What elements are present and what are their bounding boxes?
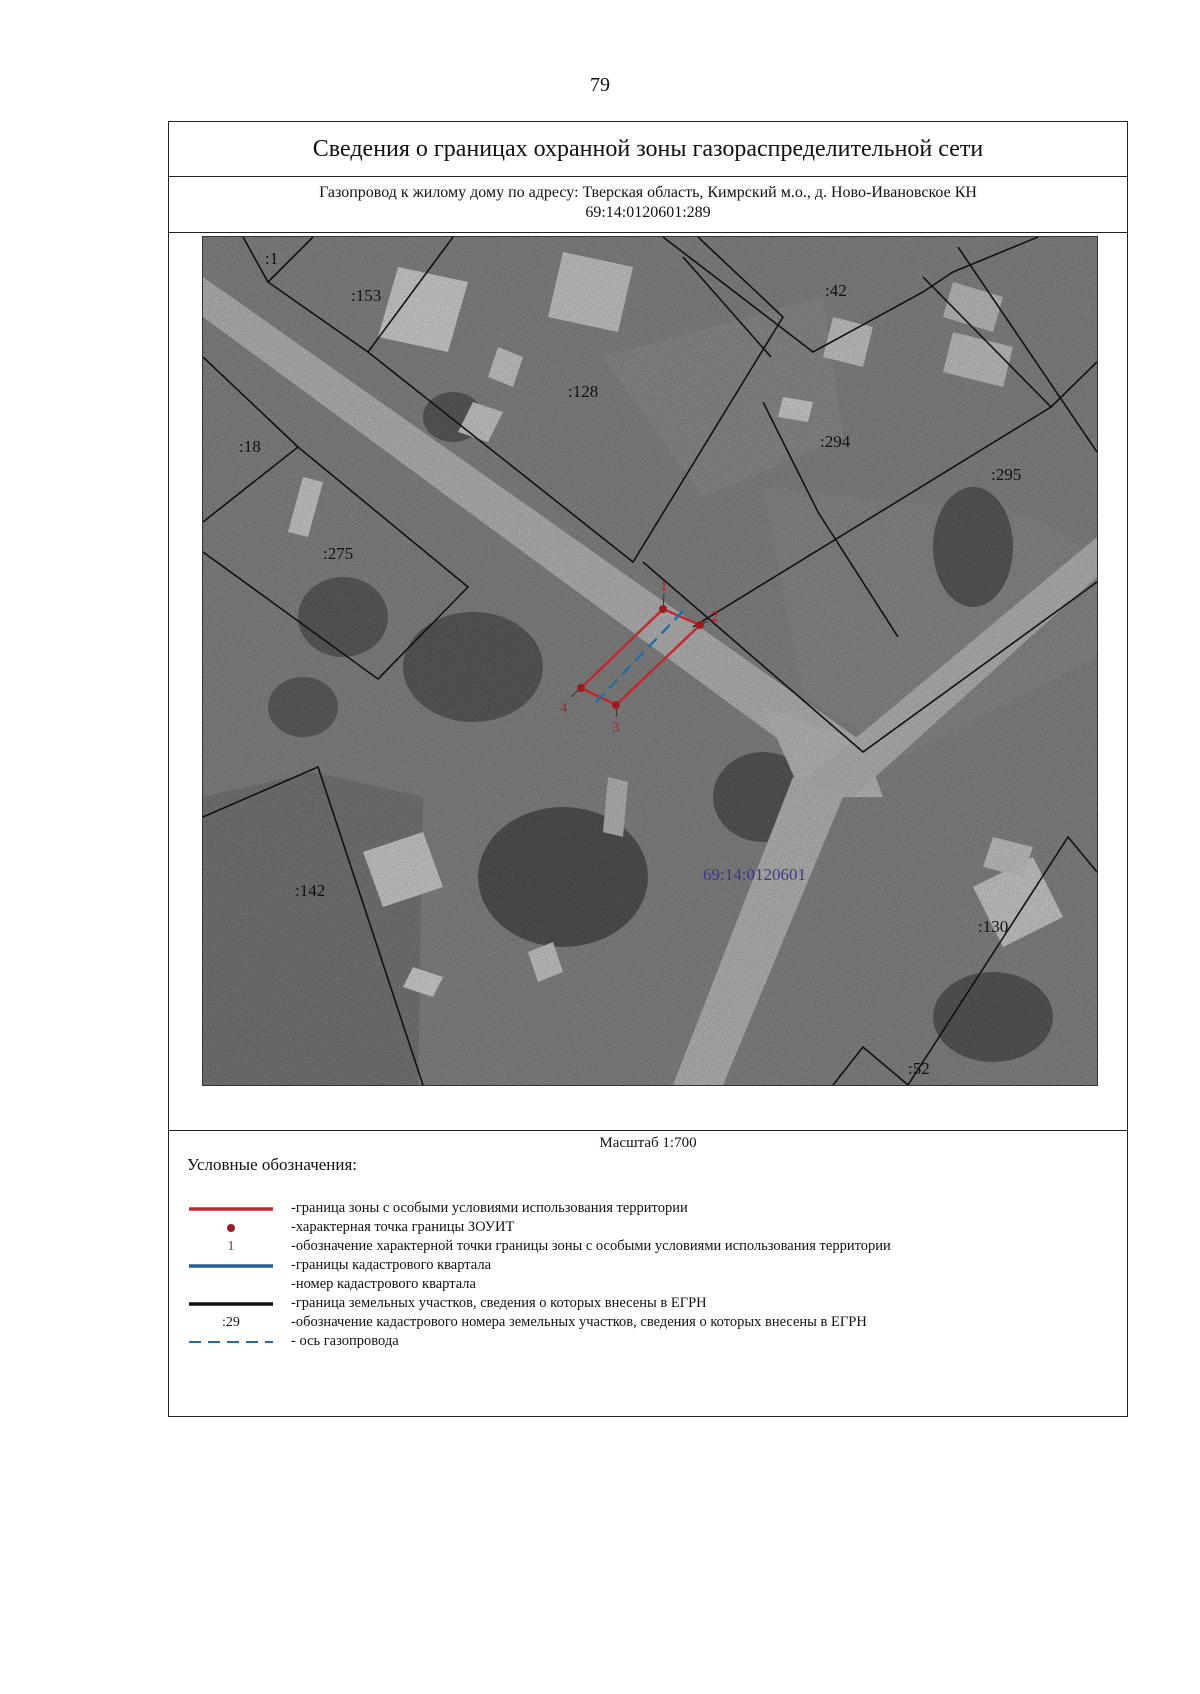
- parcel-label: :1: [265, 249, 279, 268]
- parcel-label: :294: [820, 432, 851, 451]
- zone-point-3[interactable]: [612, 701, 620, 709]
- object-cadastral-number: 69:14:0120601:289: [585, 204, 711, 221]
- parcel-label: :275: [323, 544, 354, 563]
- parcel-label: :130: [978, 917, 1009, 936]
- cadastral-quarter-label: 69:14:0120601: [703, 865, 806, 884]
- parcel-label: :142: [295, 881, 326, 900]
- point-label-4: 4: [560, 700, 568, 716]
- legend-item-pipeline-axis: [181, 1332, 1111, 1351]
- object-description: [169, 177, 1127, 233]
- map-divider: [169, 1130, 1127, 1131]
- legend-symbol-red-line: [181, 1199, 281, 1218]
- legend-symbol-blank: [181, 1275, 281, 1294]
- legend-text: -характерная точка границы ЗОУИТ: [291, 1219, 515, 1235]
- document-frame: [168, 121, 1128, 1417]
- zone-point-2[interactable]: [696, 621, 704, 629]
- point-label-3: 3: [612, 720, 620, 736]
- aerial-texture: [203, 237, 1097, 1085]
- map-scale: Масштаб 1:700: [599, 1135, 697, 1151]
- zone-point-4[interactable]: [577, 684, 585, 692]
- parcel-label: :18: [239, 437, 261, 456]
- page-number: 79: [590, 74, 610, 96]
- legend-title: Условные обозначения:: [187, 1155, 358, 1174]
- legend-symbol-parcel-number: :29: [222, 1314, 240, 1330]
- document-title: Сведения о границах охранной зоны газораспределительной сети: [169, 122, 1127, 177]
- object-address: Газопровод к жилому дому по адресу: Тверская область, Кимрский м.о., д. Ново-Ивановское КН: [319, 184, 977, 201]
- legend-text: -граница земельных участков, сведения о которых внесены в ЕГРН: [291, 1295, 707, 1311]
- legend-text: -обозначение характерной точки границы зоны с особыми условиями использования территории: [291, 1238, 891, 1254]
- parcel-label: :295: [991, 465, 1022, 484]
- legend-item-zone-point: [181, 1218, 1111, 1237]
- legend-text: -границы кадастрового квартала: [291, 1257, 492, 1273]
- legend-text: -граница зоны с особыми условиями использования территории: [291, 1200, 688, 1216]
- legend-item-parcel-number: [181, 1313, 1111, 1332]
- parcel-label: :42: [825, 281, 847, 300]
- map-svg: [203, 237, 1097, 1085]
- legend-symbol-black-line: [181, 1294, 281, 1313]
- legend-symbol-red-number: 1: [227, 1238, 235, 1254]
- parcel-label: :153: [351, 286, 382, 305]
- legend-text: - ось газопровода: [291, 1333, 399, 1349]
- point-label-1: 1: [660, 579, 668, 595]
- legend-item-point-number: [181, 1237, 1111, 1256]
- legend-item-quarter-number: [181, 1275, 1111, 1294]
- legend-item-quarter-boundary: [181, 1256, 1111, 1275]
- legend-symbol-dashed-line: [181, 1332, 281, 1351]
- legend-item-zone-boundary: [181, 1199, 1111, 1218]
- legend: [181, 1199, 1111, 1351]
- point-label-2: 2: [711, 609, 719, 625]
- legend-text: -обозначение кадастрового номера земельных участков, сведения о которых внесены в ЕГРН: [291, 1314, 867, 1330]
- legend-text: -номер кадастрового квартала: [291, 1276, 476, 1292]
- legend-item-parcel-boundary: [181, 1294, 1111, 1313]
- zone-point-1[interactable]: [659, 605, 667, 613]
- legend-symbol-blue-line: [181, 1256, 281, 1275]
- cadastral-map[interactable]: [202, 236, 1098, 1086]
- parcel-label: :128: [568, 382, 599, 401]
- parcel-label: :52: [908, 1059, 930, 1078]
- legend-symbol-red-dot: [181, 1218, 281, 1237]
